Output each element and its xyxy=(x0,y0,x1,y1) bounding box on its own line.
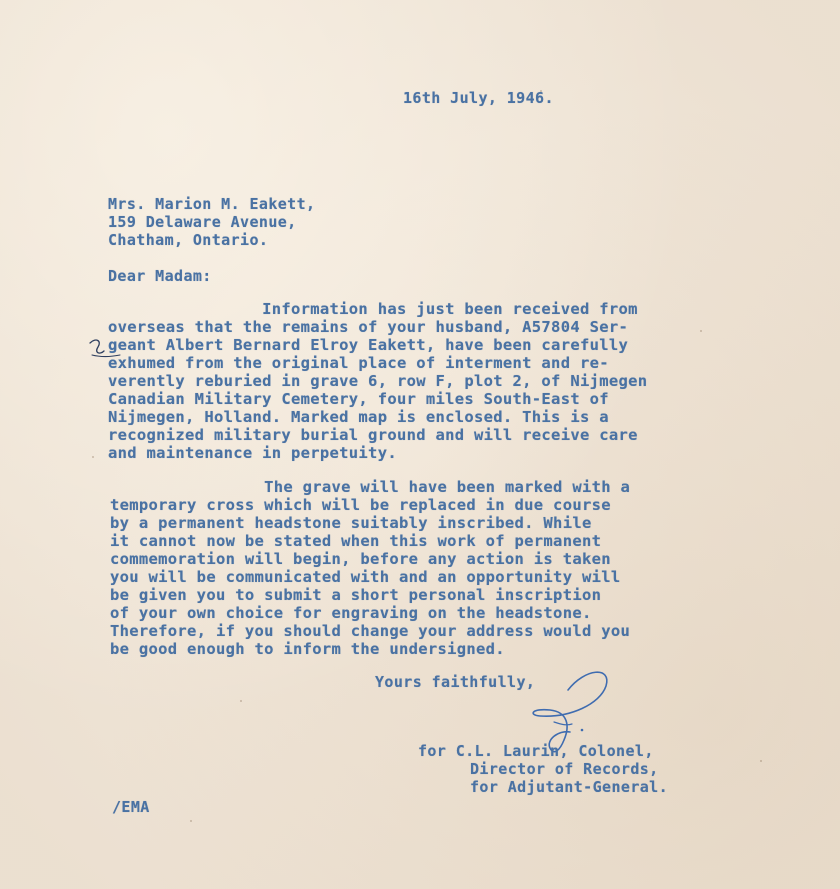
letter-date: 16th July, 1946. xyxy=(403,89,554,107)
paragraph2-line: commemoration will begin, before any action is taken xyxy=(110,550,611,568)
paragraph1-line: recognized military burial ground and will receive care xyxy=(108,426,638,444)
paragraph1-line: Nijmegen, Holland. Marked map is enclosed. This is a xyxy=(108,408,609,426)
title-director: Director of Records, xyxy=(470,760,659,778)
recipient-city: Chatham, Ontario. xyxy=(108,231,269,249)
paragraph2-line: you will be communicated with and an opportunity will xyxy=(110,568,621,586)
recipient-name: Mrs. Marion M. Eakett, xyxy=(108,195,316,213)
paper-speck xyxy=(540,90,542,92)
paragraph2-line: be given you to submit a short personal inscription xyxy=(110,586,602,604)
paragraph1-line: overseas that the remains of your husband, A57804 Ser- xyxy=(108,318,629,336)
paragraph1-line: geant Albert Bernard Elroy Eakett, have been carefully xyxy=(108,336,629,354)
paper-speck xyxy=(190,820,192,822)
paragraph1-line: and maintenance in perpetuity. xyxy=(108,444,397,462)
paper-speck xyxy=(700,330,702,332)
paragraph2-line: of your own choice for engraving on the headstone. xyxy=(110,604,592,622)
signature-line: for C.L. Laurin, Colonel, xyxy=(418,742,654,760)
paragraph1-line: verently reburied in grave 6, row F, plot 2, of Nijmegen xyxy=(108,372,648,390)
paper-speck xyxy=(92,456,94,458)
paragraph1-line: Information has just been received from xyxy=(108,300,638,318)
paragraph2-line: by a permanent headstone suitably inscribed. While xyxy=(110,514,592,532)
paragraph2-line: it cannot now be stated when this work of permanent xyxy=(110,532,602,550)
paragraph1-line: Canadian Military Cemetery, four miles South-East of xyxy=(108,390,609,408)
title-adjutant: for Adjutant-General. xyxy=(470,778,669,796)
paragraph2-line: temporary cross which will be replaced in due course xyxy=(110,496,611,514)
recipient-street: 159 Delaware Avenue, xyxy=(108,213,297,231)
paragraph2-line: The grave will have been marked with a xyxy=(110,478,631,496)
reference-initials: /EMA xyxy=(112,798,150,816)
closing: Yours faithfully, xyxy=(375,673,536,691)
paragraph2-line: be good enough to inform the undersigned. xyxy=(110,640,505,658)
paragraph2-line: Therefore, if you should change your address would you xyxy=(110,622,631,640)
handwritten-correction-mark xyxy=(86,335,130,361)
paper-speck xyxy=(240,700,242,702)
salutation: Dear Madam: xyxy=(108,267,212,285)
paper-speck xyxy=(760,760,762,762)
paragraph1-line: exhumed from the original place of interment and re- xyxy=(108,354,609,372)
